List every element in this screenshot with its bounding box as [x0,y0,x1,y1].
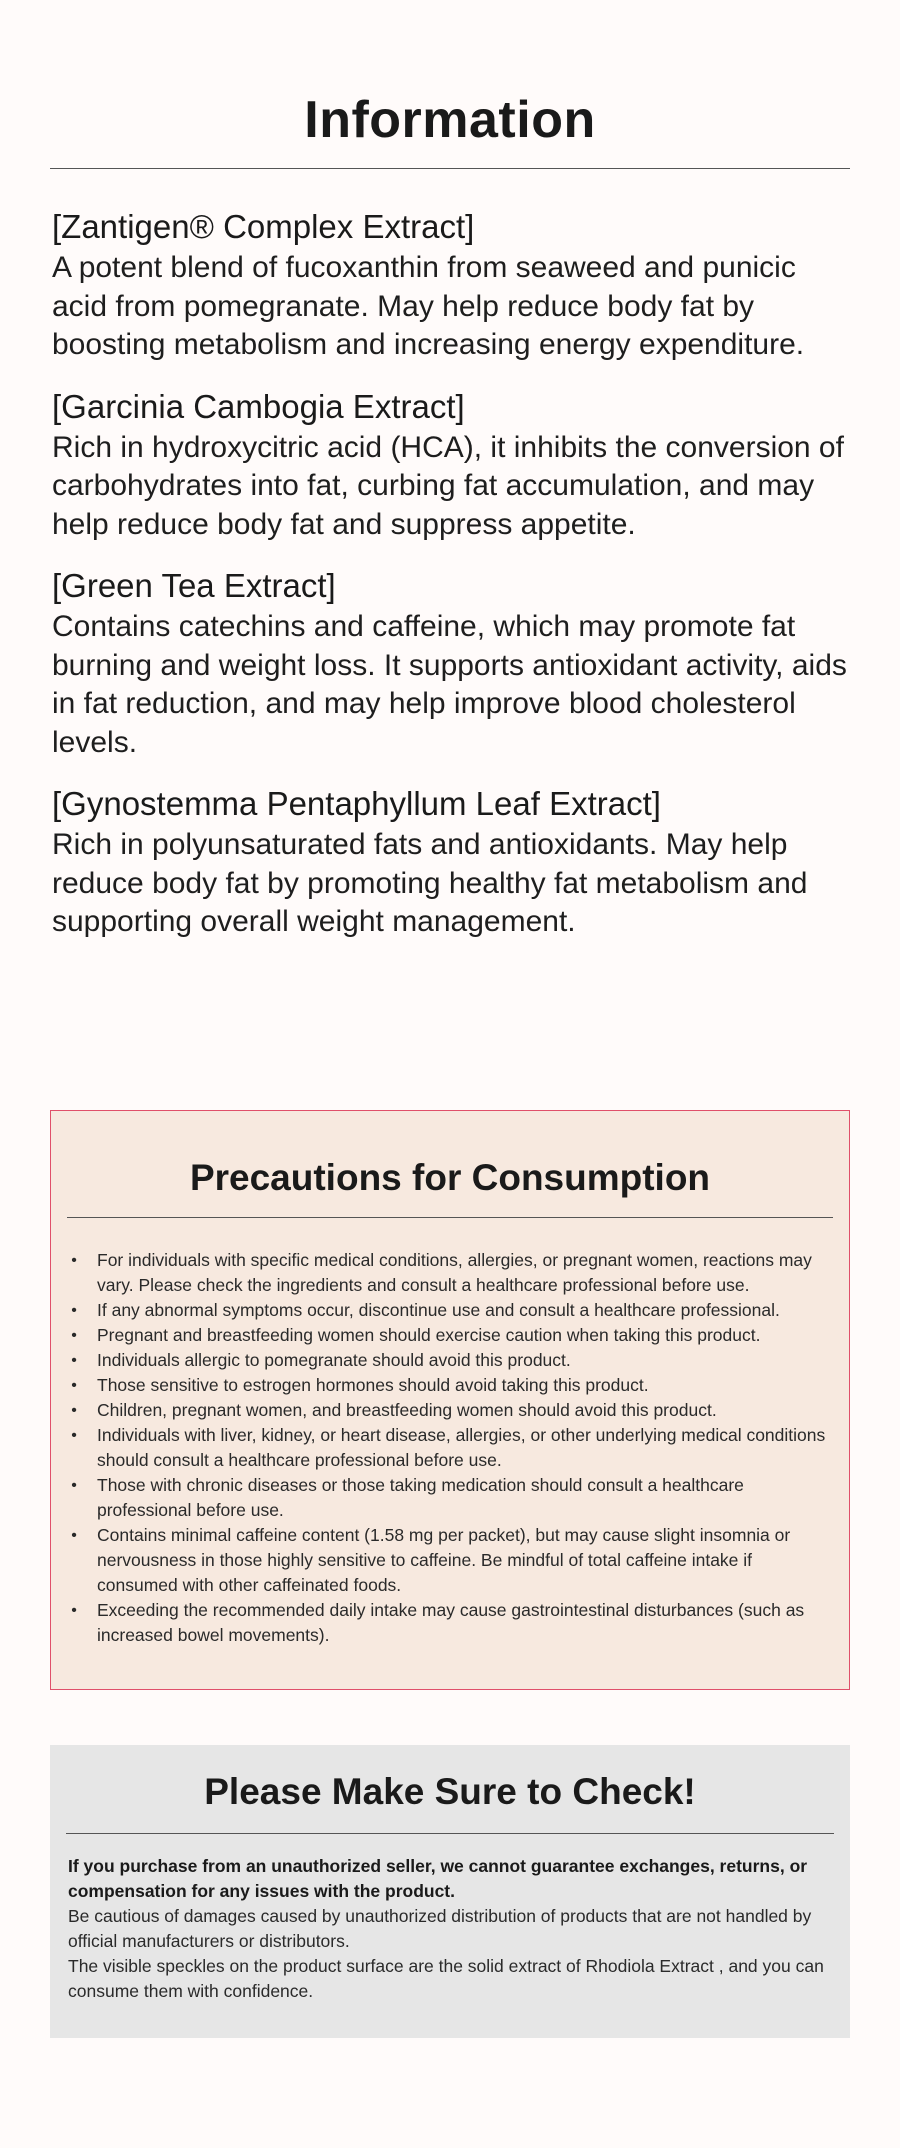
ingredient-list [50,205,850,942]
ingredient-description: A potent blend of fucoxanthin from seaweed and punicic acid from pomegranate. May help reduce body fat by boosting metabolism and increasing energy expenditure. [52,251,805,361]
ingredient-description: Rich in polyunsaturated fats and antioxidants. May help reduce body fat by promoting healthy fat metabolism and supporting overall weight management. [52,828,808,938]
precaution-text: Individuals with liver, kidney, or heart disease, allergies, or other underlying medical conditions should consult a healthcare professional before use. [97,1425,826,1470]
precautions-divider [67,1217,833,1218]
precaution-text: Those with chronic diseases or those taking medication should consult a healthcare professional before use. [97,1475,744,1520]
speckles-note: The visible speckles on the product surface are the solid extract of Rhodiola Extract , and you can consume them with confidence. [68,1956,824,2001]
distribution-warning: Be cautious of damages caused by unauthorized distribution of products that are not handled by official manufacturers or distributors. [68,1906,812,1951]
ingredient-name: [Gynostemma Pentaphyllum Leaf Extract] [52,785,661,822]
information-divider [50,168,850,169]
precaution-item [71,1323,833,1348]
ingredient-garcinia [52,385,848,545]
bullet-icon: • [71,1602,77,1619]
ingredient-gynostemma [52,782,848,942]
bullet-icon: • [71,1327,77,1344]
check-notice-panel [50,1745,850,2038]
precautions-panel [50,1110,850,1690]
precautions-list [67,1248,833,1648]
precaution-text: Exceeding the recommended daily intake may cause gastrointestinal disturbances (such as increased bowel movements). [97,1600,805,1645]
precaution-item [71,1423,833,1473]
bullet-icon: • [71,1377,77,1394]
bullet-icon: • [71,1302,77,1319]
bullet-icon: • [71,1477,77,1494]
bullet-icon: • [71,1402,77,1419]
precaution-text: Contains minimal caffeine content (1.58 mg per packet), but may cause slight insomnia or nervousness in those highly sensitive to caffeine. Be mindful of total caffeine intake if consumed with other caffeinated foods. [97,1525,791,1595]
precaution-item [71,1348,833,1373]
precaution-item [71,1598,833,1648]
bullet-icon: • [71,1427,77,1444]
unauthorized-seller-warning: If you purchase from an unauthorized seller, we cannot guarantee exchanges, returns, or compensation for any issues with the product. [68,1856,808,1901]
precaution-text: Pregnant and breastfeeding women should exercise caution when taking this product. [97,1325,761,1345]
precaution-text: Children, pregnant women, and breastfeeding women should avoid this product. [97,1400,717,1420]
precaution-item [71,1248,833,1298]
ingredient-green-tea [52,564,848,762]
ingredient-zantigen [52,205,848,365]
information-title: Information [304,91,596,149]
bullet-icon: • [71,1252,77,1269]
ingredient-name: [Garcinia Cambogia Extract] [52,387,465,425]
precaution-text: If any abnormal symptoms occur, discontinue use and consult a healthcare professional. [97,1300,780,1320]
precaution-item [71,1523,833,1598]
precaution-text: Individuals allergic to pomegranate should avoid this product. [97,1350,571,1370]
precaution-text: For individuals with specific medical conditions, allergies, or pregnant women, reactions may vary. Please check the ingredients and consult a healthcare professional before use. [97,1250,812,1295]
precautions-title: Precautions for Consumption [189,1157,711,1198]
check-body [66,1854,834,2004]
bullet-icon: • [71,1352,77,1369]
check-divider [66,1833,834,1834]
precaution-item [71,1373,833,1398]
precaution-item [71,1398,833,1423]
ingredient-name: [Zantigen® Complex Extract] [52,208,475,245]
bullet-icon: • [71,1527,77,1544]
check-title: Please Make Sure to Check! [204,1771,696,1812]
ingredient-description: Contains catechins and caffeine, which may promote fat burning and weight loss. It supports antioxidant activity, aids in fat reduction, and may help improve blood cholesterol levels. [52,610,847,759]
ingredient-name: [Green Tea Extract] [52,567,336,604]
precaution-item [71,1298,833,1323]
precaution-text: Those sensitive to estrogen hormones should avoid taking this product. [97,1375,649,1395]
precaution-item [71,1473,833,1523]
ingredient-description: Rich in hydroxycitric acid (HCA), it inhibits the conversion of carbohydrates into fat, curbing fat accumulation, and may help reduce body fat and suppress appetite. [52,430,844,541]
